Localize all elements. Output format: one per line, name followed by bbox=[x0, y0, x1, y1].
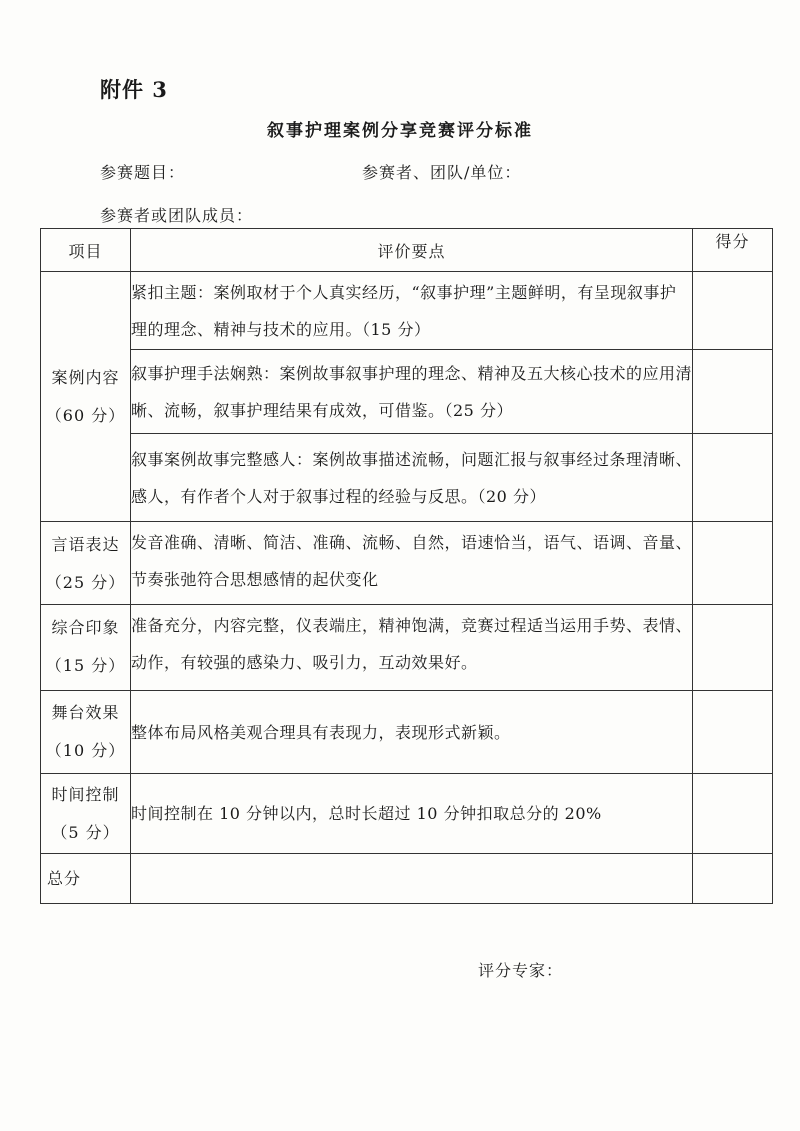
item-cell bbox=[41, 605, 131, 691]
table-row bbox=[41, 350, 773, 434]
item-cell bbox=[41, 522, 131, 605]
team-field-label: 参赛者、团队/单位： bbox=[362, 163, 522, 182]
criteria-cell: 整体布局风格美观合理具有表现力，表现形式新颖。 bbox=[131, 691, 693, 774]
total-label: 总分 bbox=[41, 854, 131, 904]
criteria-cell: 时间控制在 10 分钟以内，总时长超过 10 分钟扣取总分的 20% bbox=[131, 774, 693, 854]
score-cell[interactable] bbox=[693, 272, 773, 350]
scoring-expert-label: 评分专家： bbox=[478, 961, 564, 980]
item-points: （10 分） bbox=[45, 741, 126, 760]
criteria-cell: 叙事案例故事完整感人：案例故事描述流畅，问题汇报与叙事经过条理清晰、感人，有作者个人对于叙事过程的经验与反思。（20 分） bbox=[131, 434, 693, 522]
criteria-cell: 准备充分，内容完整，仪表端庄，精神饱满，竞赛过程适当运用手势、表情、动作，有较强的感染力、吸引力，互动效果好。 bbox=[131, 605, 693, 691]
score-cell[interactable] bbox=[693, 605, 773, 691]
score-cell[interactable] bbox=[693, 522, 773, 605]
score-cell[interactable] bbox=[693, 434, 773, 522]
criteria-cell: 紧扣主题：案例取材于个人真实经历，“叙事护理”主题鲜明，有呈现叙事护理的理念、精神与技术的应用。（15 分） bbox=[131, 272, 693, 350]
table-row bbox=[41, 522, 773, 605]
total-score-cell[interactable] bbox=[693, 854, 773, 904]
score-cell[interactable] bbox=[693, 350, 773, 434]
criteria-cell: 叙事护理手法娴熟：案例故事叙事护理的理念、精神及五大核心技术的应用清晰、流畅，叙事护理结果有成效，可借鉴。（25 分） bbox=[131, 350, 693, 434]
item-points: （60 分） bbox=[45, 405, 126, 425]
item-label: 综合印象 bbox=[51, 618, 120, 637]
score-cell[interactable] bbox=[693, 691, 773, 774]
criteria-cell: 发音准确、清晰、简洁、准确、流畅、自然，语速恰当，语气、语调、音量、节奏张弛符合思想感情的起伏变化 bbox=[131, 522, 693, 605]
table-row bbox=[41, 434, 773, 522]
total-criteria-cell bbox=[131, 854, 693, 904]
document-title: 叙事护理案例分享竞赛评分标准 bbox=[267, 121, 533, 141]
table-row bbox=[41, 691, 773, 774]
topic-field-label: 参赛题目： bbox=[100, 163, 186, 182]
header-score: 得分 bbox=[693, 229, 773, 272]
table-row-total bbox=[41, 854, 773, 904]
table-row bbox=[41, 605, 773, 691]
members-field-label: 参赛者或团队成员： bbox=[100, 206, 254, 225]
item-cell-content bbox=[41, 272, 131, 522]
item-label: 言语表达 bbox=[51, 535, 120, 554]
table-row bbox=[41, 272, 773, 350]
header-item: 项目 bbox=[41, 229, 131, 272]
item-label: 舞台效果 bbox=[51, 703, 120, 722]
item-points: （5 分） bbox=[51, 822, 120, 842]
attachment-label: 附件 3 bbox=[100, 77, 168, 102]
table-row bbox=[41, 774, 773, 854]
scoring-table bbox=[40, 228, 773, 904]
item-points: （25 分） bbox=[45, 573, 126, 592]
item-cell bbox=[41, 691, 131, 774]
item-label: 时间控制 bbox=[51, 784, 120, 804]
header-criteria: 评价要点 bbox=[131, 229, 693, 272]
item-cell bbox=[41, 774, 131, 854]
table-header-row bbox=[41, 229, 773, 272]
score-cell[interactable] bbox=[693, 774, 773, 854]
item-label: 案例内容 bbox=[51, 367, 120, 387]
item-points: （15 分） bbox=[45, 656, 126, 675]
